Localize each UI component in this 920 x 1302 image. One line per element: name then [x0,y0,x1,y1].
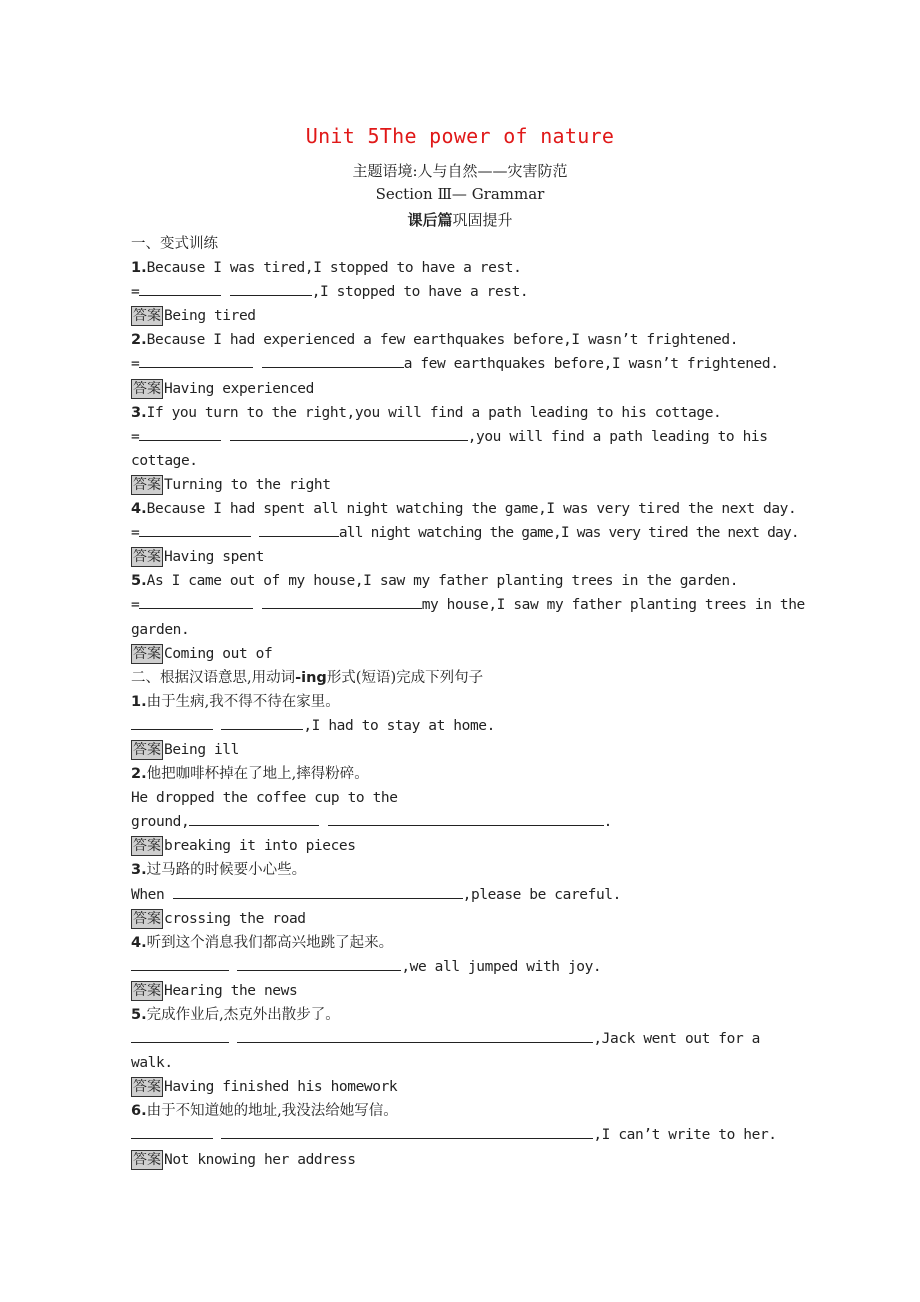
answer-blank[interactable] [131,955,229,971]
banner-line [0,209,920,230]
answer-tag: 答案 [133,380,161,397]
p2-q4-blanks: ,we all jumped with joy. [131,955,791,979]
p1-q1-answer: 答案 Being tired [133,308,256,325]
answer-blank[interactable] [328,810,604,826]
answer-blank[interactable] [259,521,339,537]
p1-q1-blanks: = ,I stopped to have a rest. [131,280,791,304]
answer-blank[interactable] [230,425,468,441]
answer-tag: 答案 [133,838,161,855]
answer-tag: 答案 [133,741,161,758]
answer-blank[interactable] [139,280,221,296]
exercise-content [131,232,805,1172]
p1-q3-continued: cottage. [131,452,198,469]
p2-q6-blanks: ,I can’t write to her. [131,1123,791,1147]
answer-blank[interactable] [131,714,213,730]
p2-q5-blanks: ,Jack went out for a [131,1027,791,1051]
answer-tag: 答案 [133,549,161,566]
answer-blank[interactable] [262,593,422,609]
answer-tag: 答案 [133,910,161,927]
part1-heading: 一、变式训练 [131,236,218,252]
p2-q2-blanks: ground, . [131,810,791,834]
answer-blank[interactable] [139,352,253,368]
p1-q4-answer: 答案 Having spent [133,549,264,566]
p2-q1-prompt: 1.由于生病,我不得不待在家里。 [131,693,340,710]
p1-q5-blanks: = my house,I saw my father planting trees in the [131,593,791,617]
answer-blank[interactable] [139,521,251,537]
answer-blank[interactable] [131,1027,229,1043]
section-line: Section Ⅲ— Grammar [375,185,545,203]
p1-q3-answer: 答案 Turning to the right [133,476,331,493]
p2-q1-answer: 答案 Being ill [133,741,239,758]
p2-q2-line1: He dropped the coffee cup to the [131,790,398,807]
answer-blank[interactable] [221,714,303,730]
p2-q5-continued: walk. [131,1055,173,1072]
answer-blank[interactable] [173,883,463,899]
theme-line: 主题语境:人与自然——灾害防范 [352,162,568,180]
answer-tag: 答案 [133,476,161,493]
banner-bold: 课后篇 [407,211,453,229]
p2-q4-answer: 答案 Hearing the news [133,982,298,999]
p2-q5-prompt: 5.完成作业后,杰克外出散步了。 [131,1007,340,1023]
answer-tag: 答案 [133,645,161,662]
answer-blank[interactable] [139,425,221,441]
p1-q2-prompt: 2.Because I had experienced a few earthquakes before,I wasn’t frightened. [131,332,739,349]
p1-q5-answer: 答案 Coming out of [133,645,273,662]
p2-q3-prompt: 3.过马路的时候要小心些。 [131,862,307,879]
p2-q4-prompt: 4.听到这个消息我们都高兴地跳了起来。 [131,934,394,951]
answer-blank[interactable] [139,593,253,609]
p1-q5-prompt: 5.As I came out of my house,I saw my father planting trees in the garden. [131,573,739,590]
answer-tag: 答案 [133,1079,161,1096]
p1-q4-prompt: 4.Because I had spent all night watching the game,I was very tired the next day. [131,501,797,518]
p2-q5-answer: 答案 Having finished his homework [133,1079,398,1096]
p1-q3-blanks: = ,you will find a path leading to his [131,425,791,449]
p2-q2-answer: 答案 breaking it into pieces [133,838,356,855]
part2-heading: 二、根据汉语意思,用动词-ing形式(短语)完成下列句子 [131,669,484,686]
answer-blank[interactable] [131,1123,213,1139]
p1-q2-blanks: = a few earthquakes before,I wasn’t frightened. [131,352,791,376]
p1-q2-answer: 答案 Having experienced [133,380,314,397]
answer-blank[interactable] [221,1123,593,1139]
p2-q1-blanks: ,I had to stay at home. [131,714,791,738]
p1-q1-prompt: 1.Because I was tired,I stopped to have a rest. [131,260,522,277]
answer-blank[interactable] [262,352,404,368]
page-title: Unit 5The power of nature [305,124,615,148]
answer-blank[interactable] [237,1027,593,1043]
answer-tag: 答案 [133,1151,161,1168]
p1-q4-blanks: = all night watching the game,I was very tired the next day. [131,521,791,545]
answer-tag: 答案 [133,982,161,999]
p2-q6-answer: 答案 Not knowing her address [133,1151,356,1168]
p1-q3-prompt: 3.If you turn to the right,you will find a path leading to his cottage. [131,404,722,421]
p2-q6-prompt: 6.由于不知道她的地址,我没法给她写信。 [131,1103,398,1120]
p1-q5-continued: garden. [131,621,190,638]
answer-blank[interactable] [230,280,312,296]
p2-q3-answer: 答案 crossing the road [133,910,306,927]
p2-q2-prompt: 2.他把咖啡杯掉在了地上,摔得粉碎。 [131,766,369,783]
answer-blank[interactable] [237,955,401,971]
answer-blank[interactable] [189,810,319,826]
banner-rest: 巩固提升 [452,211,513,229]
p2-q3-blanks: When ,please be careful. [131,883,791,907]
answer-tag: 答案 [133,308,161,325]
